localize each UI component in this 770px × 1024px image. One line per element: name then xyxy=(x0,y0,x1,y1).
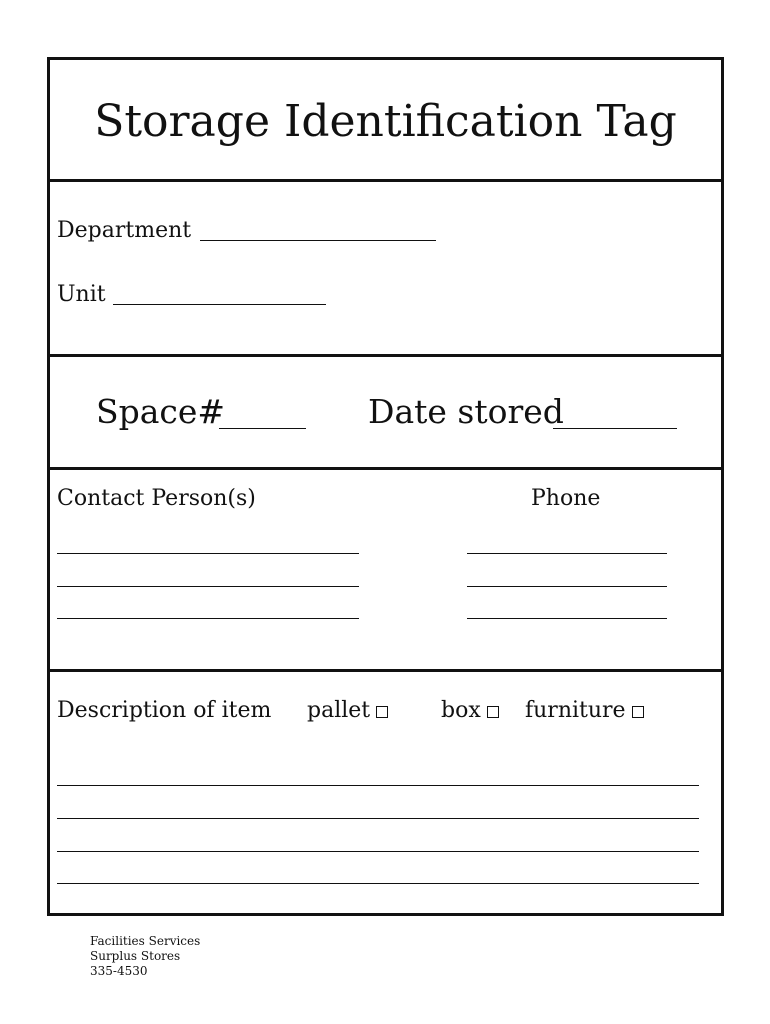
section-divider xyxy=(50,179,721,182)
storage-tag-form xyxy=(47,57,724,916)
footer-department: Facilities Services xyxy=(90,934,201,948)
description-line[interactable] xyxy=(57,851,699,852)
contact-phone-line[interactable] xyxy=(467,586,667,587)
description-label: Description of item xyxy=(57,698,272,723)
contact-name-line[interactable] xyxy=(57,618,359,619)
furniture-checkbox[interactable] xyxy=(632,706,644,718)
phone-label: Phone xyxy=(531,486,601,511)
unit-label: Unit xyxy=(57,282,106,307)
section-divider xyxy=(50,467,721,470)
pallet-checkbox[interactable] xyxy=(376,706,388,718)
contact-phone-line[interactable] xyxy=(467,553,667,554)
footer-phone: 335-4530 xyxy=(90,964,148,978)
space-label: Space# xyxy=(96,392,226,431)
option-box-label: box xyxy=(441,698,481,723)
option-pallet[interactable] xyxy=(307,697,388,725)
contact-person-label: Contact Person(s) xyxy=(57,486,256,511)
option-furniture-label: furniture xyxy=(525,698,626,723)
date-stored-label: Date stored xyxy=(368,392,564,431)
footer-contact-info xyxy=(90,934,200,979)
option-box[interactable] xyxy=(441,697,499,725)
option-pallet-label: pallet xyxy=(307,698,371,723)
contact-name-line[interactable] xyxy=(57,586,359,587)
department-label: Department xyxy=(57,218,192,243)
description-line[interactable] xyxy=(57,818,699,819)
form-title: Storage Identification Tag xyxy=(94,96,677,147)
contact-phone-line[interactable] xyxy=(467,618,667,619)
section-divider xyxy=(50,354,721,357)
description-line[interactable] xyxy=(57,785,699,786)
space-field[interactable] xyxy=(219,428,306,429)
description-line[interactable] xyxy=(57,883,699,884)
department-field[interactable] xyxy=(200,240,436,241)
date-stored-field[interactable] xyxy=(553,428,677,429)
box-checkbox[interactable] xyxy=(487,706,499,718)
contact-name-line[interactable] xyxy=(57,553,359,554)
unit-field[interactable] xyxy=(113,304,326,305)
section-divider xyxy=(50,669,721,672)
footer-unit: Surplus Stores xyxy=(90,949,181,963)
option-furniture[interactable] xyxy=(525,697,644,725)
